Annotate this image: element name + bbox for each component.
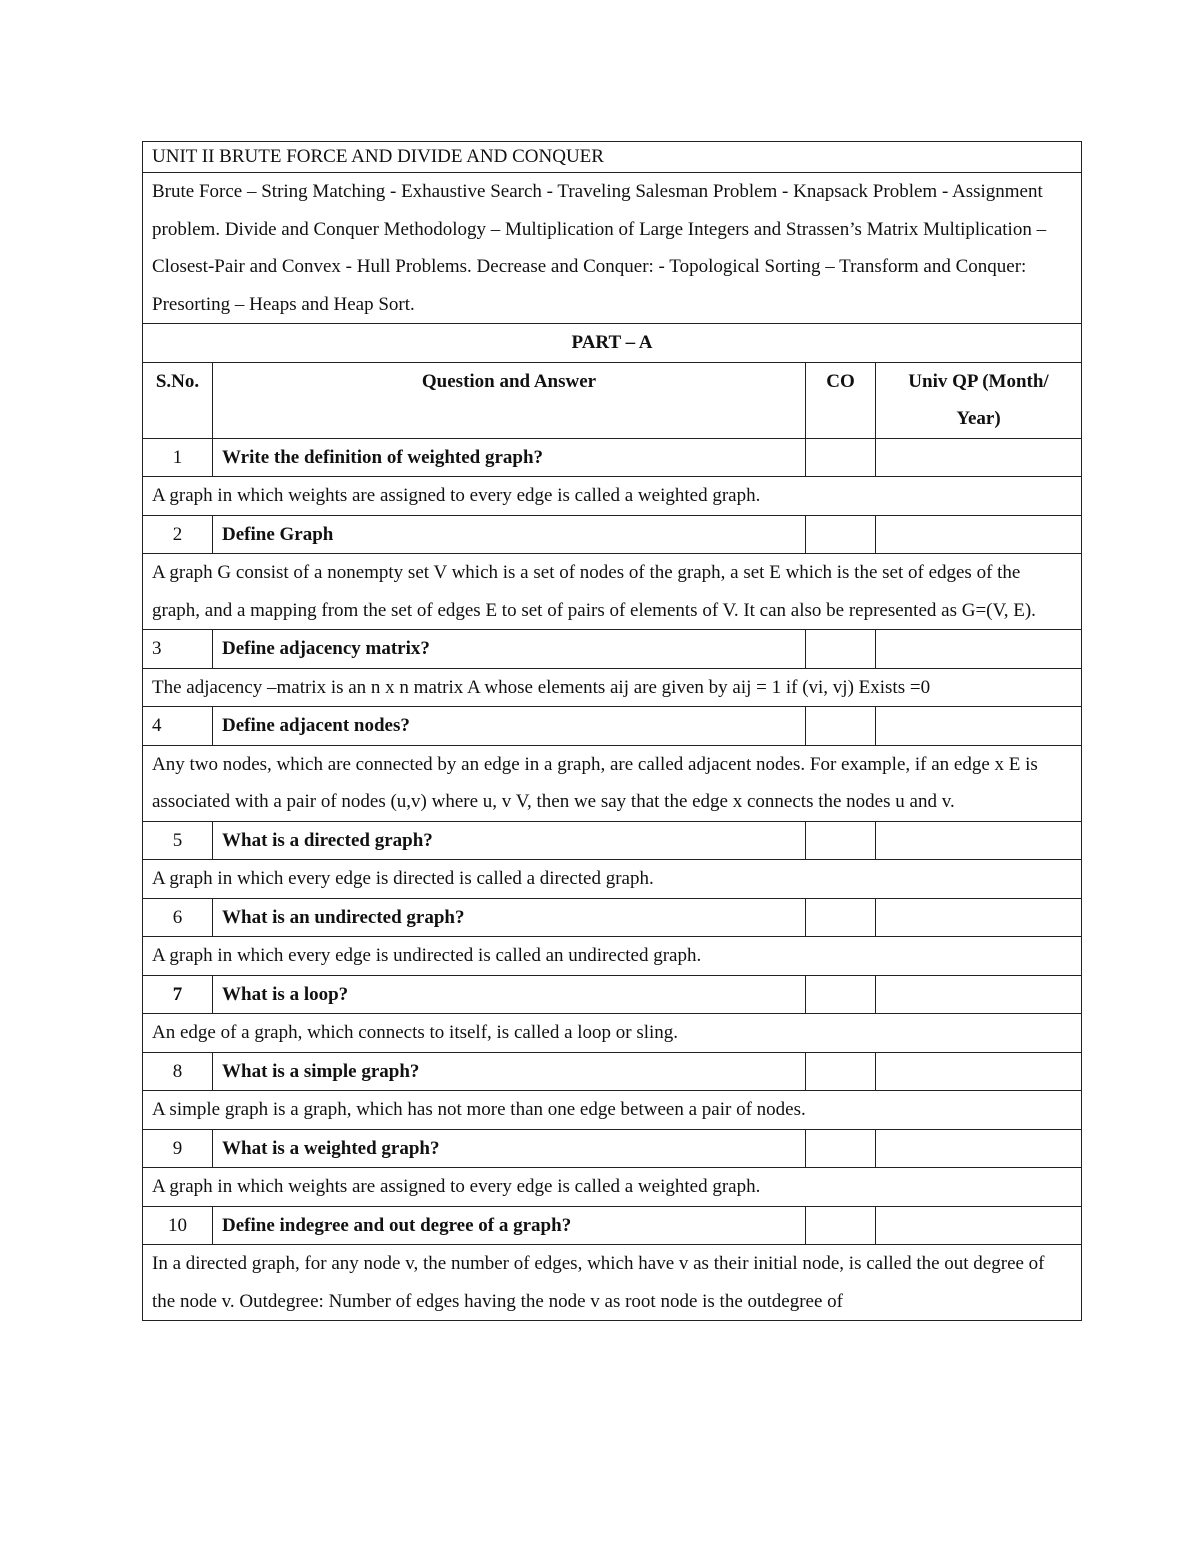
header-univ-qp: Univ QP (Month/ Year)	[876, 362, 1082, 438]
syllabus-text: Brute Force – String Matching - Exhaustive Search - Traveling Salesman Problem - Knapsack Problem - Assignment problem. Divide and Conquer Methodology – Multiplication of Large Integers and Strassen’s Matrix Multiplication – Closest-Pair and Convex - Hull Problems. Decrease and Conquer: - Topological Sorting – Transform and Conquer: Presorting – Heaps and Heap Sort.	[143, 173, 1082, 324]
answer-row	[143, 668, 1082, 707]
questions-body	[143, 438, 1082, 1321]
question-row	[143, 975, 1082, 1014]
answer-row	[143, 1014, 1082, 1053]
co-cell	[806, 515, 876, 554]
univ-qp-cell	[876, 515, 1082, 554]
question-text: What is a loop?	[213, 975, 806, 1014]
question-text: Write the definition of weighted graph?	[213, 438, 806, 477]
question-row	[143, 515, 1082, 554]
document-page	[142, 141, 1081, 1321]
answer-row	[143, 1091, 1082, 1130]
question-number: 10	[143, 1206, 213, 1245]
header-sno: S.No.	[143, 362, 213, 438]
univ-qp-cell	[876, 898, 1082, 937]
answer-row	[143, 1168, 1082, 1207]
question-number: 4	[143, 707, 213, 746]
question-number: 1	[143, 438, 213, 477]
header-question: Question and Answer	[213, 362, 806, 438]
question-row	[143, 821, 1082, 860]
question-number: 2	[143, 515, 213, 554]
question-number: 8	[143, 1052, 213, 1091]
co-cell	[806, 707, 876, 746]
answer-row	[143, 1245, 1082, 1321]
part-label: PART – A	[143, 324, 1082, 363]
co-cell	[806, 630, 876, 669]
answer-text: A graph in which every edge is undirected is called an undirected graph.	[143, 937, 1082, 976]
question-text: What is a directed graph?	[213, 821, 806, 860]
co-cell	[806, 821, 876, 860]
answer-row	[143, 860, 1082, 899]
answer-text: A graph in which every edge is directed is called a directed graph.	[143, 860, 1082, 899]
header-co: CO	[806, 362, 876, 438]
univ-qp-cell	[876, 707, 1082, 746]
question-number: 9	[143, 1129, 213, 1168]
co-cell	[806, 898, 876, 937]
question-text: Define adjacent nodes?	[213, 707, 806, 746]
question-row	[143, 1129, 1082, 1168]
answer-text: An edge of a graph, which connects to itself, is called a loop or sling.	[143, 1014, 1082, 1053]
unit-title-row	[143, 142, 1082, 173]
syllabus-row	[143, 173, 1082, 324]
question-row	[143, 898, 1082, 937]
question-number: 7	[143, 975, 213, 1014]
question-text: Define adjacency matrix?	[213, 630, 806, 669]
question-row	[143, 438, 1082, 477]
univ-qp-cell	[876, 630, 1082, 669]
co-cell	[806, 1052, 876, 1091]
question-number: 5	[143, 821, 213, 860]
answer-row	[143, 477, 1082, 516]
question-number: 6	[143, 898, 213, 937]
answer-row	[143, 745, 1082, 821]
header-row	[143, 362, 1082, 438]
univ-qp-cell	[876, 975, 1082, 1014]
part-row	[143, 324, 1082, 363]
question-row	[143, 1206, 1082, 1245]
unit-title: UNIT II BRUTE FORCE AND DIVIDE AND CONQUER	[143, 142, 1082, 173]
co-cell	[806, 975, 876, 1014]
univ-qp-cell	[876, 438, 1082, 477]
answer-row	[143, 554, 1082, 630]
co-cell	[806, 438, 876, 477]
question-row	[143, 630, 1082, 669]
co-cell	[806, 1129, 876, 1168]
question-text: Define indegree and out degree of a graph?	[213, 1206, 806, 1245]
answer-text: The adjacency –matrix is an n x n matrix A whose elements aij are given by aij = 1 if (vi, vj) Exists =0	[143, 668, 1082, 707]
univ-qp-cell	[876, 821, 1082, 860]
question-row	[143, 1052, 1082, 1091]
answer-text: Any two nodes, which are connected by an edge in a graph, are called adjacent nodes. For example, if an edge x E is associated with a pair of nodes (u,v) where u, v V, then we say that the edge x connects the nodes u and v.	[143, 745, 1082, 821]
question-bank-table	[142, 141, 1082, 1321]
question-text: Define Graph	[213, 515, 806, 554]
question-number: 3	[143, 630, 213, 669]
answer-text: A simple graph is a graph, which has not more than one edge between a pair of nodes.	[143, 1091, 1082, 1130]
univ-qp-cell	[876, 1052, 1082, 1091]
univ-qp-cell	[876, 1129, 1082, 1168]
answer-text: In a directed graph, for any node v, the number of edges, which have v as their initial node, is called the out degree of the node v. Outdegree: Number of edges having the node v as root node is the outdegree of	[143, 1245, 1082, 1321]
question-text: What is an undirected graph?	[213, 898, 806, 937]
univ-qp-cell	[876, 1206, 1082, 1245]
question-row	[143, 707, 1082, 746]
answer-row	[143, 937, 1082, 976]
co-cell	[806, 1206, 876, 1245]
question-text: What is a weighted graph?	[213, 1129, 806, 1168]
answer-text: A graph in which weights are assigned to every edge is called a weighted graph.	[143, 1168, 1082, 1207]
question-text: What is a simple graph?	[213, 1052, 806, 1091]
answer-text: A graph G consist of a nonempty set V which is a set of nodes of the graph, a set E which is the set of edges of the graph, and a mapping from the set of edges E to set of pairs of elements of V. It can also be represented as G=(V, E).	[143, 554, 1082, 630]
answer-text: A graph in which weights are assigned to every edge is called a weighted graph.	[143, 477, 1082, 516]
